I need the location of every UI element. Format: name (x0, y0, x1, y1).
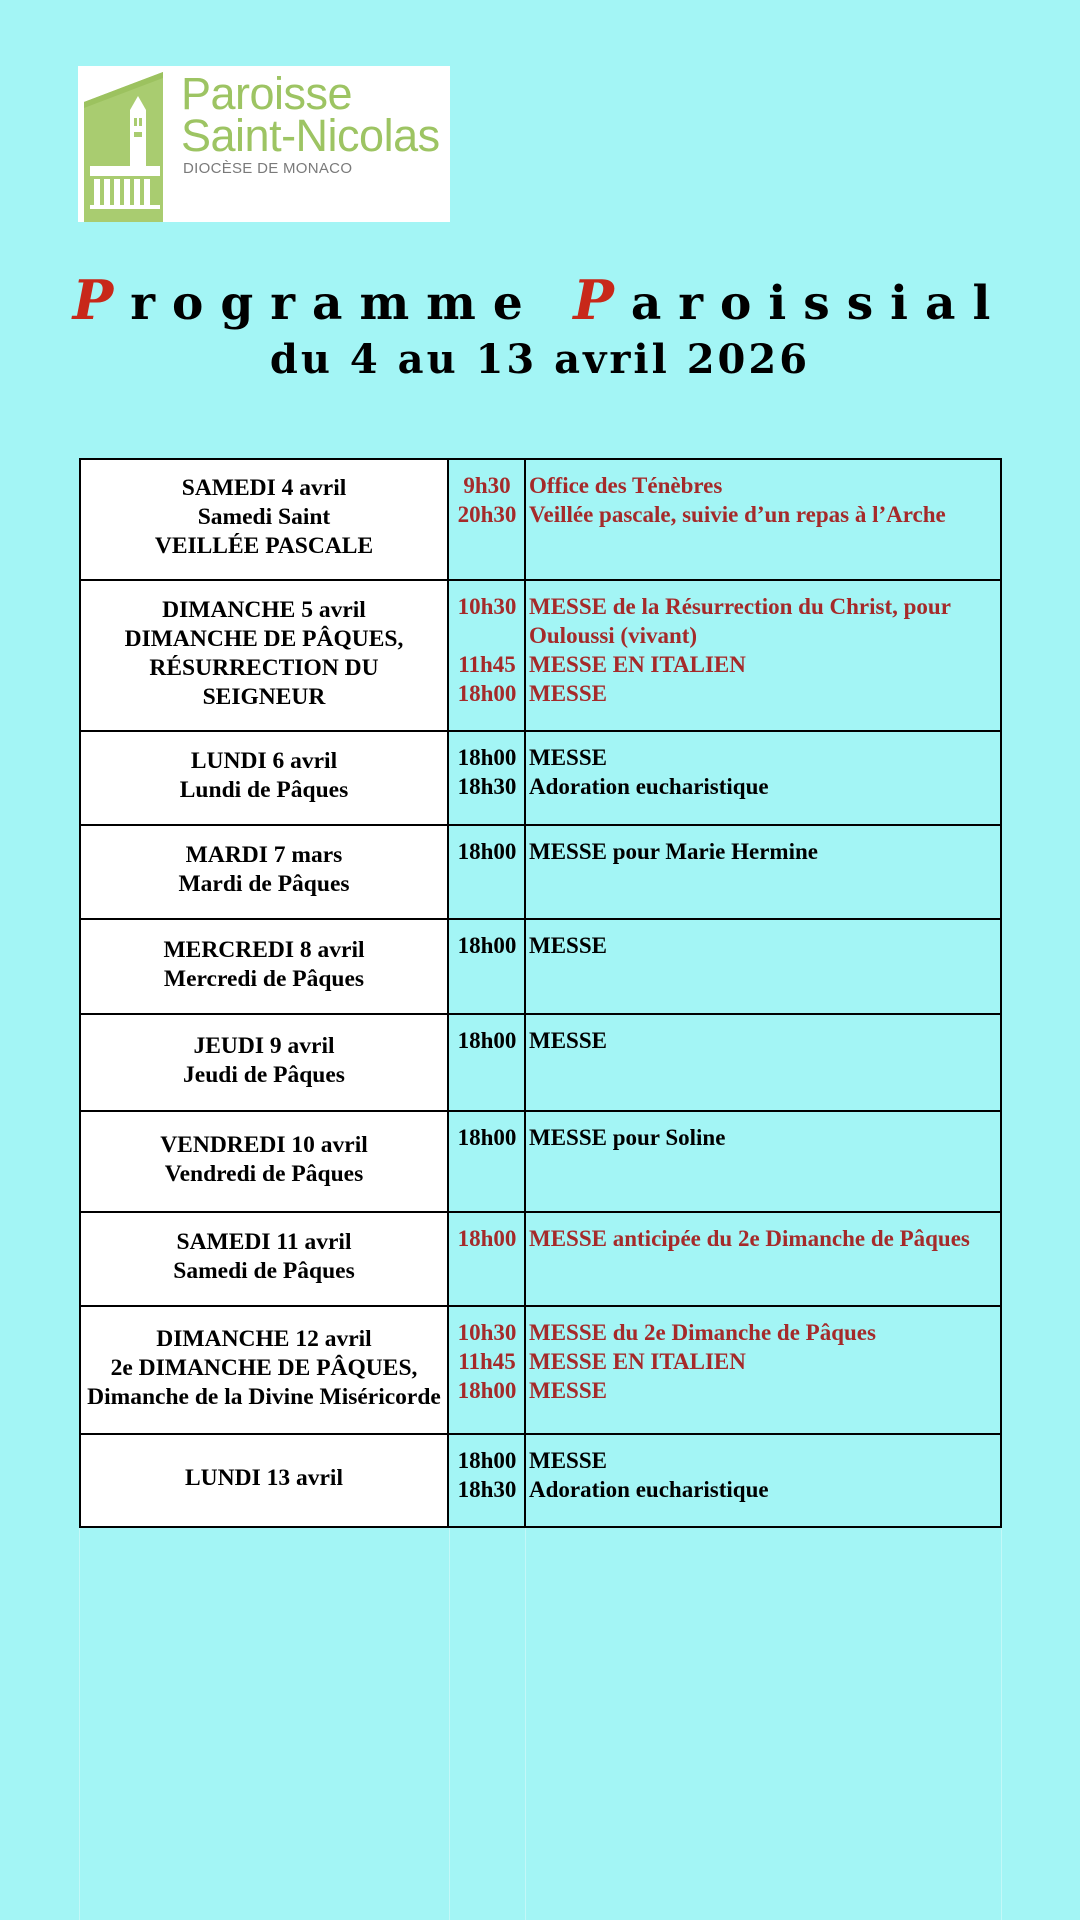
day-line: Lundi de Pâques (179, 777, 349, 803)
time-value: 18h00 (457, 1028, 517, 1053)
time-cell (448, 731, 525, 825)
time-value: 18h00 (457, 1448, 517, 1473)
day-line: Dimanche de la Divine Miséricorde (87, 1383, 441, 1410)
day-cell (80, 1306, 448, 1434)
schedule-row (80, 919, 1001, 1014)
event-cell (525, 459, 1001, 580)
event-description: Veillée pascale, suivie d’un repas à l’Arche (529, 502, 946, 527)
day-line: VEILLÉE PASCALE (154, 533, 374, 559)
schedule-row (80, 1306, 1001, 1434)
day-label (81, 741, 447, 815)
time-cell (448, 1212, 525, 1306)
time-value: 9h30 (463, 473, 511, 498)
day-line: MARDI 7 mars (185, 842, 343, 868)
event-description: MESSE du 2e Dimanche de Pâques (529, 1320, 876, 1345)
time-value: 18h30 (457, 774, 517, 799)
schedule-body (80, 459, 1001, 1527)
day-line: LUNDI 6 avril (190, 748, 338, 774)
time-value: 11h45 (458, 652, 516, 677)
schedule-row (80, 1014, 1001, 1111)
time-cell (448, 1306, 525, 1434)
schedule-row (80, 1111, 1001, 1212)
time-value: 18h30 (457, 1477, 517, 1502)
event-description: MESSE (529, 681, 607, 706)
event-description: MESSE (529, 933, 607, 958)
day-line: SEIGNEUR (202, 683, 326, 710)
time-value: 18h00 (457, 745, 517, 770)
day-line: Mercredi de Pâques (163, 965, 365, 992)
time-value: 18h00 (457, 681, 517, 706)
event-description: Adoration eucharistique (529, 774, 769, 799)
event-cell (525, 825, 1001, 919)
day-label (81, 1319, 447, 1422)
time-value (450, 621, 524, 650)
logo-line-diocese: DIOCÈSE DE MONACO (183, 160, 353, 177)
event-cell (525, 580, 1001, 731)
page-subtitle: du 4 au 13 avril 2026 (269, 336, 811, 383)
event-cell (525, 731, 1001, 825)
time-value: 18h00 (457, 1125, 517, 1150)
day-line: Samedi Saint (197, 504, 331, 530)
day-cell (80, 459, 448, 580)
day-label (81, 1125, 447, 1199)
event-description: MESSE (529, 745, 607, 770)
logo-line-saint-nicolas: Saint-Nicolas (181, 110, 440, 161)
event-cell (525, 1014, 1001, 1111)
day-label (81, 468, 447, 571)
title-word-2: aroissial (630, 276, 1008, 331)
day-label (81, 835, 447, 909)
schedule-table (79, 458, 1002, 1528)
day-line: Samedi de Pâques (173, 1258, 355, 1284)
day-line: Jeudi de Pâques (183, 1061, 345, 1088)
time-value: 20h30 (457, 502, 517, 527)
day-label (81, 1026, 447, 1100)
time-value: 10h30 (457, 594, 517, 619)
day-line: SAMEDI 4 avril (181, 475, 347, 501)
time-cell (448, 825, 525, 919)
event-description: Ouloussi (vivant) (529, 623, 698, 648)
day-line: 2e DIMANCHE DE PÂQUES, (110, 1354, 418, 1381)
event-description: MESSE (529, 1378, 607, 1403)
event-description: Adoration eucharistique (529, 1477, 769, 1502)
day-cell (80, 825, 448, 919)
time-value: 18h00 (457, 839, 517, 864)
event-description: MESSE de la Résurrection du Christ, pour (529, 594, 951, 619)
time-value: 18h00 (457, 1378, 517, 1403)
parish-logo (78, 66, 450, 222)
day-line: RÉSURRECTION DU (149, 654, 379, 681)
day-label (81, 930, 447, 1004)
event-description: MESSE (529, 1028, 607, 1053)
schedule-row (80, 459, 1001, 580)
time-value: 18h00 (457, 933, 517, 958)
event-description: MESSE pour Marie Hermine (529, 839, 818, 864)
day-cell (80, 1212, 448, 1306)
event-description: MESSE (529, 1448, 607, 1473)
day-line: SAMEDI 11 avril (176, 1229, 352, 1255)
day-cell (80, 919, 448, 1014)
title-word-1: rogramme (130, 276, 540, 331)
event-description: MESSE anticipée du 2e Dimanche de Pâques (529, 1226, 970, 1251)
schedule-row (80, 825, 1001, 919)
time-cell (448, 919, 525, 1014)
day-label (81, 590, 447, 722)
day-line: VENDREDI 10 avril (160, 1131, 368, 1158)
time-value: 18h00 (457, 1226, 517, 1251)
time-cell (448, 580, 525, 731)
background-guides (0, 1528, 1080, 1920)
title-initial-2: P (573, 268, 631, 332)
time-value: 11h45 (458, 1349, 516, 1374)
schedule-row (80, 731, 1001, 825)
day-label (81, 1458, 447, 1503)
logo-line-paroisse: Paroisse (181, 68, 353, 119)
time-cell (448, 1111, 525, 1212)
day-cell (80, 1014, 448, 1111)
time-cell (448, 1014, 525, 1111)
title-initial-1: P (72, 268, 131, 332)
day-line: DIMANCHE 5 avril (162, 596, 366, 623)
day-label (81, 1222, 447, 1296)
day-line: MERCREDI 8 avril (163, 936, 365, 963)
event-cell (525, 1111, 1001, 1212)
schedule-row (80, 580, 1001, 731)
day-cell (80, 731, 448, 825)
day-line: DIMANCHE DE PÂQUES, (124, 625, 404, 652)
day-cell (80, 1434, 448, 1527)
time-value: 10h30 (457, 1320, 517, 1345)
time-cell (448, 459, 525, 580)
event-cell (525, 1306, 1001, 1434)
event-description: Office des Ténèbres (529, 473, 723, 498)
day-line: DIMANCHE 12 avril (156, 1325, 372, 1352)
day-line: JEUDI 9 avril (193, 1032, 335, 1059)
event-description: MESSE EN ITALIEN (529, 652, 746, 677)
page-title (0, 268, 1080, 332)
event-cell (525, 1212, 1001, 1306)
event-cell (525, 919, 1001, 1014)
day-line: Vendredi de Pâques (164, 1160, 364, 1187)
schedule-row (80, 1434, 1001, 1527)
event-description: MESSE pour Soline (529, 1125, 726, 1150)
event-cell (525, 1434, 1001, 1527)
schedule-row (80, 1212, 1001, 1306)
day-cell (80, 580, 448, 731)
day-line: Mardi de Pâques (178, 871, 350, 897)
day-line: LUNDI 13 avril (185, 1465, 343, 1491)
time-cell (448, 1434, 525, 1527)
day-cell (80, 1111, 448, 1212)
event-description: MESSE EN ITALIEN (529, 1349, 746, 1374)
